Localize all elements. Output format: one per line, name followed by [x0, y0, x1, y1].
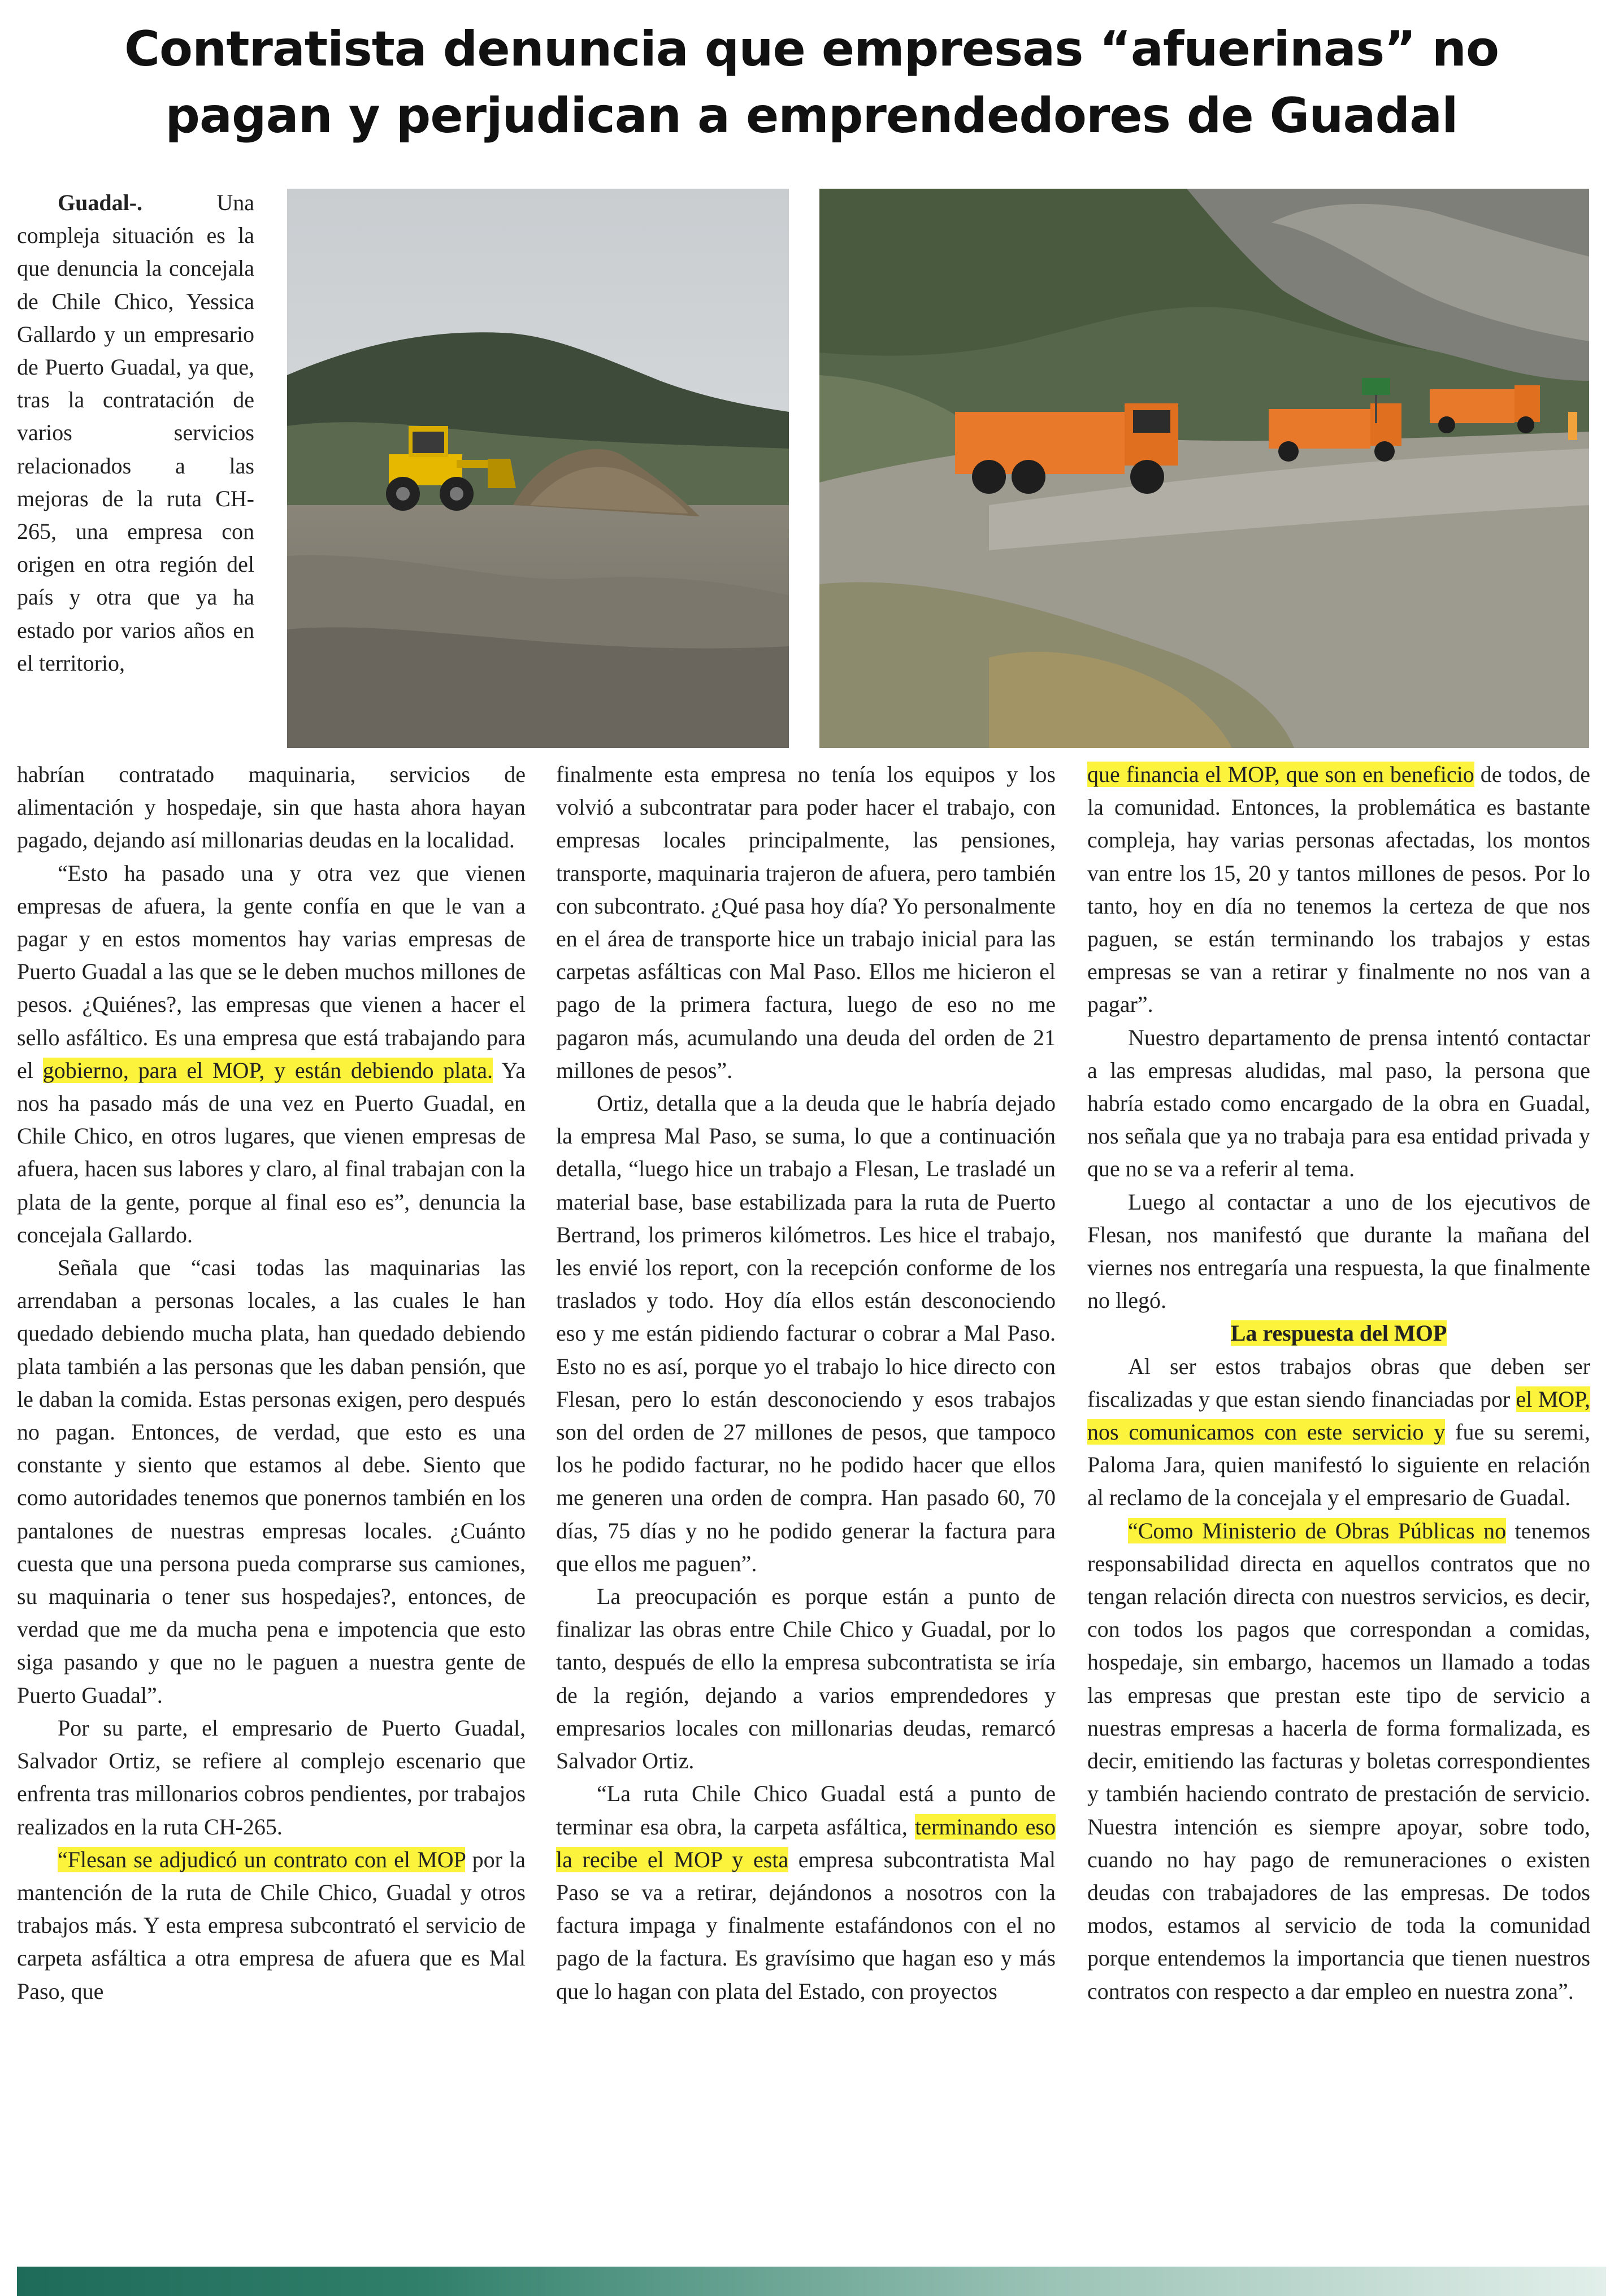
- lead-paragraph: [17, 186, 254, 680]
- footer-gradient-bar: [17, 2267, 1606, 2296]
- text-run: “La ruta Chile Chico Guadal está a punto de terminar esa obra, la carpeta asfáltica,: [556, 1781, 1056, 1840]
- text-run: “Esto ha pasado una y otra vez que vienen empresas de afuera, la gente confía en que le van a pagar y en estos momentos hay varias empresas de Puerto Guadal a las que se le deben muchos millones de pesos. ¿Quiénes?, las empresas que vienen a hacer el sello asfáltico. Es una empresa que está trabajando para el: [17, 860, 526, 1083]
- paragraph: Luego al contactar a uno de los ejecutivos de Flesan, nos manifestó que durante la mañana del viernes nos entregaría una respuesta, la que finalmente no llegó.: [1087, 1189, 1590, 1314]
- text-run: empresa subcontratista Mal Paso se va a retirar, dejándonos a nosotros con la factura impaga y finalmente estafándonos con el no pago de la factura. Es gravísimo que hagan eso y más que lo hagan con plata del Estado, con proyectos: [556, 1846, 1056, 2004]
- highlighted-quote: terminando eso la recibe el MOP y esta: [556, 1814, 1056, 1872]
- text-run: por la mantención de la ruta de Chile Chico, Guadal y otros trabajos más. Y esta empresa subcontrató el servicio de carpeta asfáltica a otra empresa de afuera que es Mal Paso, que: [17, 1846, 526, 2004]
- highlighted-quote: el MOP, nos comunicamos con este servicio y: [1087, 1386, 1590, 1445]
- text-run: Ya nos ha pasado más de una vez en Puerto Guadal, en Chile Chico, en otros lugares, que vienen empresas de afuera, hacen sus labores y claro, al final trabajan con la plata de la gente, porque al final eso es”, denuncia la concejala Gallardo.: [17, 1057, 526, 1247]
- highlighted-quote: que financia el MOP, que son en beneficio: [1087, 762, 1474, 787]
- paragraph: [17, 857, 526, 1251]
- dateline: Guadal-.: [58, 190, 143, 215]
- text-run: de todos, de la comunidad. Entonces, la problemática es bastante compleja, hay varias personas afectadas, los montos van entre los 15, 20 y tantos millones de pesos. Por lo tanto, hoy en día no tenemos la certeza de que nos paguen, se están terminando los trabajos y estas empresas se van a retirar y finalmente no nos van a pagar”.: [1087, 762, 1591, 1017]
- section-subheading: [1087, 1317, 1590, 1350]
- paragraph: Por su parte, el empresario de Puerto Guadal, Salvador Ortiz, se refiere al complejo escenario que enfrenta tras millonarios cobros pendientes, por trabajos realizados en la ruta CH-265.: [17, 1715, 526, 1840]
- highlighted-quote: “Flesan se adjudicó un contrato con el MOP: [58, 1846, 466, 1872]
- text-run: Al ser estos trabajos obras que deben ser fiscalizadas y que estan siendo financiadas por: [1087, 1353, 1590, 1412]
- paragraph: La preocupación es porque están a punto de finalizar las obras entre Chile Chico y Guadal, por lo tanto, después de ello la empresa subcontratista se iría de la región, dejando a varios emprendedores y empresarios locales con millonarias deudas, remarcó Salvador Ortiz.: [556, 1584, 1056, 1774]
- paragraph: finalmente esta empresa no tenía los equipos y los volvió a subcontratar para poder hacer el trabajo, con empresas locales principalmente, las pensiones, transporte, maquinaria trajeron de afuera, pero también con subcontrato. ¿Qué pasa hoy día? Yo personalmente en el área de transporte hice un trabajo inicial para las carpetas asfálticas con Mal Paso. Ellos me hicieron el pago de la primera factura, luego de eso no me pagaron más, acumulando una deuda del orden de 21 millones de pesos”.: [556, 762, 1056, 1083]
- text-run: fue su seremi, Paloma Jara, quien manifestó lo siguiente en relación al reclamo de la concejala y el empresario de Guadal.: [1087, 1419, 1591, 1511]
- dump-trucks-photo: [819, 189, 1589, 748]
- paragraph: Señala que “casi todas las maquinarias las arrendaban a personas locales, a las cuales le han quedado debiendo mucha plata, han quedado debiendo plata también a las personas que les daban pensión, que le daban la comida. Estas personas exigen, pero después no pagan. Entonces, de verdad, que esto es una constante y siento que estamos al debe. Siento que como autoridades tenemos que ponernos también en los pantalones de nuestras empresas locales. ¿Cuánto cuesta que una persona pueda comprarse sus camiones, su maquinaria o tener sus hospedajes?, entonces, de verdad que me da mucha pena e impotencia que esto siga pasando y que no le paguen a nuestra gente de Puerto Guadal”.: [17, 1255, 526, 1708]
- subheading-text: La respuesta del MOP: [1230, 1320, 1447, 1346]
- lead-text: Una compleja situación es la que denuncia la concejala de Chile Chico, Yessica Gallardo y un empresario de Puerto Guadal, ya que, tras la contratación de varios servicios relacionados a las mejoras de la ruta CH-265, una empresa con origen en otra región del país y otra que ya ha estado por varios años en el territorio,: [17, 190, 254, 676]
- paragraph: habrían contratado maquinaria, servicios de alimentación y hospedaje, sin que hasta ahora hayan pagado, dejando así millonarias deudas en la localidad.: [17, 762, 526, 853]
- column-3: [1087, 758, 1590, 2008]
- column-2: [556, 758, 1056, 2008]
- paragraph: Nuestro departamento de prensa intentó contactar a las empresas aludidas, mal paso, la persona que habría estado como encargado de la obra en Guadal, nos señala que ya no trabaja para esa entidad privada y que no se va a referir al tema.: [1087, 1024, 1590, 1182]
- paragraph: Ortiz, detalla que a la deuda que le habría dejado la empresa Mal Paso, se suma, lo que a continuación detalla, “luego hice un trabajo a Flesan, Le trasladé un material base, base estabilizada para la ruta de Puerto Bertrand, los primeros kilómetros. Les hice el trabajo, les envié los report, con la recepción conforme de los traslados y todo. Hoy día ellos están desconociendo eso y me están pidiendo facturar o cobrar a Mal Paso. Esto no es así, porque yo el trabajo lo hice directo con Flesan, pero lo están desconociendo y esos trabajos son del orden de 27 millones de pesos, que tampoco los he podido facturar, no he podido hacer que ellos me generen una orden de compra. Han pasado 60, 70 días, 75 días y no he podido generar la factura para que ellos me paguen”.: [556, 1090, 1056, 1576]
- headline-line-2: pagan y perjudican a emprendedores de Guadal: [165, 88, 1458, 144]
- headline: [34, 16, 1589, 149]
- highlighted-quote: “Como Ministerio de Obras Públicas no: [1128, 1517, 1507, 1543]
- headline-line-1: Contratista denuncia que empresas “afuerinas” no: [124, 21, 1499, 77]
- column-1-top: [17, 186, 254, 680]
- column-1: [17, 758, 526, 2008]
- paragraph: [17, 1843, 526, 2008]
- paragraph: [1087, 1515, 1590, 2008]
- paragraph: [556, 1777, 1056, 2007]
- text-run: tenemos responsabilidad directa en aquellos contratos que no tengan relación directa con nuestros servicios, es decir, con todos los pagos que correspondan a comidas, hospedaje, sin embargo, hacemos un llamado a todas las empresas que prestan este tipo de servicio a nuestras empresas a hacerla de forma formalizada, es decir, emitiendo las facturas y boletas correspondientes y también haciendo contrato de prestación de servicio. Nuestra intención es siempre apoyar, sobre todo, cuando no hay pago de remuneraciones o existen deudas con trabajadores de las empresas. De todos modos, estamos al servicio de toda la comunidad porque entendemos la importancia que tienen nuestros contratos con respecto a dar empleo en nuestra zona”.: [1087, 1517, 1590, 2004]
- paragraph: [1087, 1350, 1590, 1515]
- paragraph: [1087, 758, 1590, 1021]
- highlighted-quote: gobierno, para el MOP, y están debiendo plata.: [42, 1057, 493, 1083]
- loader-gravel-photo: [287, 189, 789, 748]
